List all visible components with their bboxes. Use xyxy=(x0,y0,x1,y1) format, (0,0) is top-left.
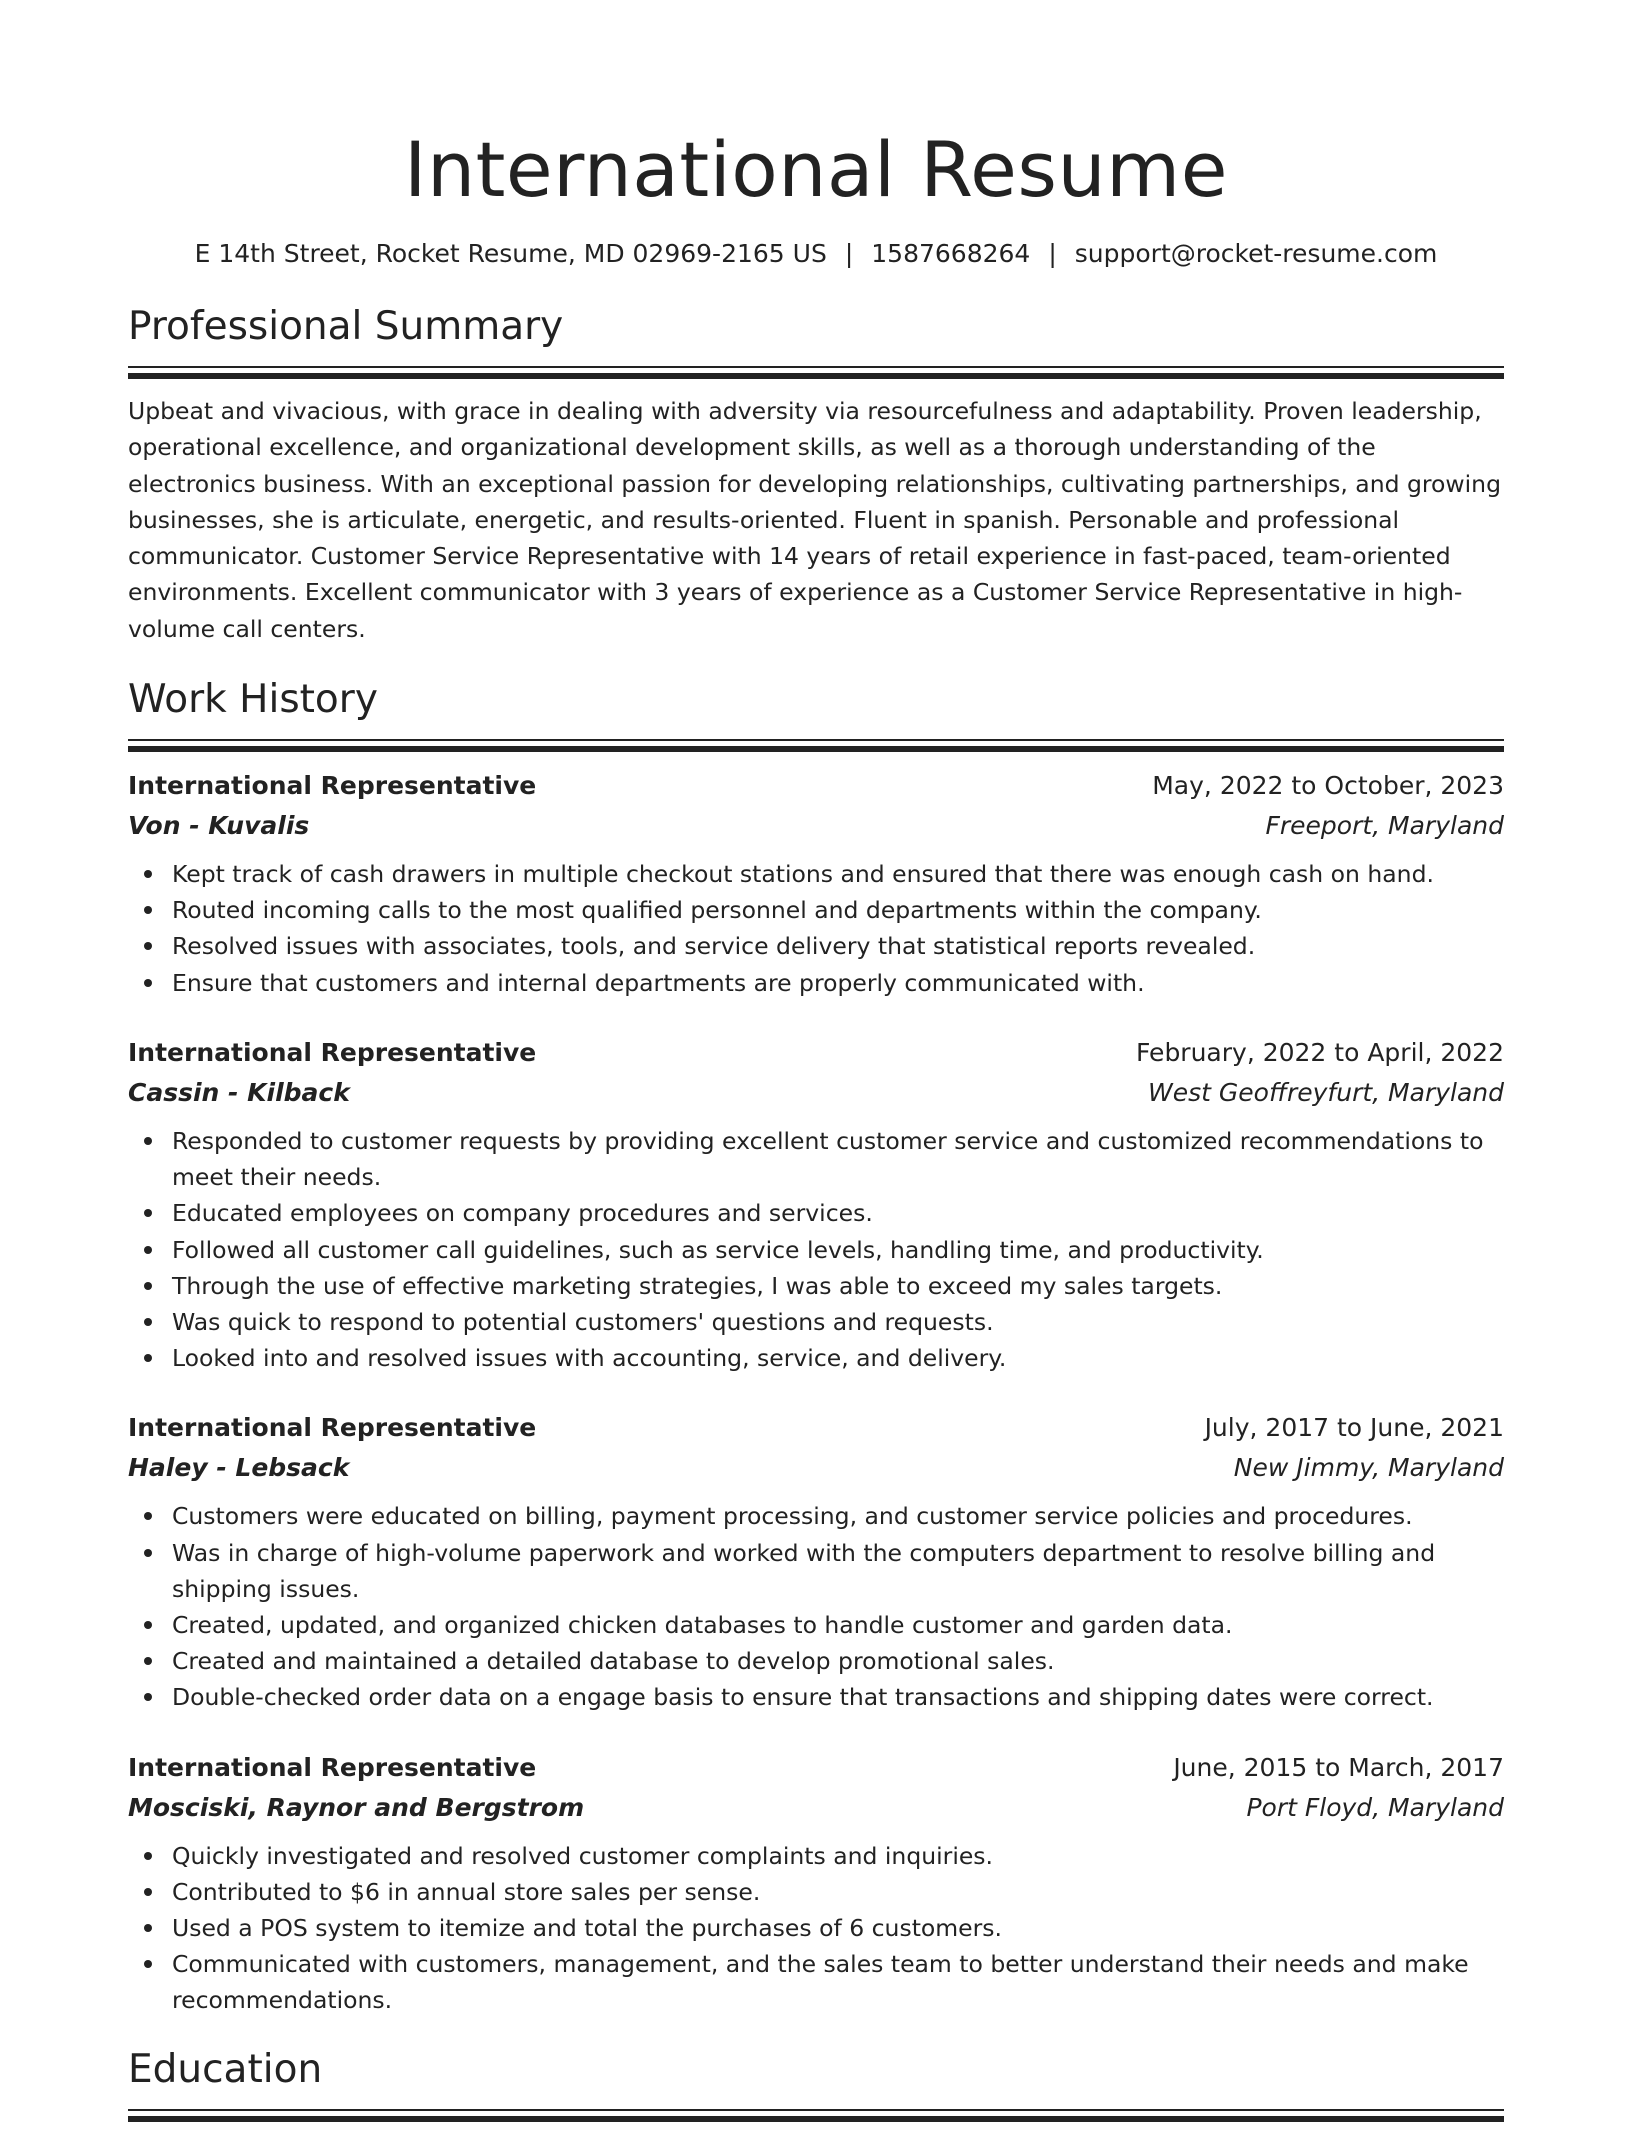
job-company: Cassin - Kilback xyxy=(128,1077,350,1107)
job-bullet-list xyxy=(128,1838,1504,2019)
list-item: Customers were educated on billing, payment processing, and customer service policies and procedures. xyxy=(128,1498,1504,1534)
list-item: Educated employees on company procedures and services. xyxy=(128,1195,1504,1231)
job-location: West Geoffreyfurt, Maryland xyxy=(1148,1077,1504,1107)
job-title: International Representative xyxy=(128,1413,537,1443)
job-entry xyxy=(128,1408,1504,1715)
contact-phone: 1587668264 xyxy=(871,239,1031,268)
job-dates: July, 2017 to June, 2021 xyxy=(1204,1413,1504,1443)
list-item: Through the use of effective marketing strategies, I was able to exceed my sales targets. xyxy=(128,1268,1504,1304)
list-item: Was in charge of high-volume paperwork and worked with the computers department to resolve billing and shipping issues. xyxy=(128,1535,1504,1607)
job-location: Freeport, Maryland xyxy=(1265,811,1504,841)
contact-line xyxy=(128,236,1504,272)
list-item: Kept track of cash drawers in multiple checkout stations and ensured that there was enough cash on hand. xyxy=(128,856,1504,892)
job-header-row xyxy=(128,1748,1504,1788)
job-header-row xyxy=(128,766,1504,806)
job-entry xyxy=(128,766,1504,1001)
job-bullet-list xyxy=(128,1123,1504,1376)
job-title: International Representative xyxy=(128,771,537,801)
job-location: New Jimmy, Maryland xyxy=(1233,1453,1504,1483)
job-list xyxy=(128,766,1504,2018)
job-bullet-list xyxy=(128,856,1504,1001)
job-header-row xyxy=(128,1408,1504,1448)
list-item: Responded to customer requests by providing excellent customer service and customized recommendations to meet their needs. xyxy=(128,1123,1504,1195)
list-item: Looked into and resolved issues with accounting, service, and delivery. xyxy=(128,1340,1504,1376)
contact-separator: | xyxy=(1048,239,1057,268)
list-item: Used a POS system to itemize and total the purchases of 6 customers. xyxy=(128,1910,1504,1946)
resume-page xyxy=(128,0,1504,2136)
job-company: Von - Kuvalis xyxy=(128,811,310,841)
section-title-education: Education xyxy=(128,2046,323,2092)
list-item: Resolved issues with associates, tools, and service delivery that statistical reports revealed. xyxy=(128,928,1504,964)
list-item: Routed incoming calls to the most qualified personnel and departments within the company. xyxy=(128,892,1504,928)
job-bullet-list xyxy=(128,1498,1504,1715)
contact-separator: | xyxy=(844,239,854,268)
list-item: Double-checked order data on a engage basis to ensure that transactions and shipping dates were correct. xyxy=(128,1679,1504,1715)
job-entry xyxy=(128,1748,1504,2019)
summary-section xyxy=(128,302,1504,647)
job-header-row xyxy=(128,1033,1504,1073)
list-item: Quickly investigated and resolved customer complaints and inquiries. xyxy=(128,1838,1504,1874)
job-subheader-row xyxy=(128,1788,1504,1828)
contact-address: E 14th Street, Rocket Resume, MD 02969-2165 US xyxy=(194,239,827,268)
job-dates: June, 2015 to March, 2017 xyxy=(1173,1752,1504,1782)
list-item: Was quick to respond to potential customers' questions and requests. xyxy=(128,1304,1504,1340)
list-item: Contributed to $6 in annual store sales per sense. xyxy=(128,1874,1504,1910)
list-item: Ensure that customers and internal departments are properly communicated with. xyxy=(128,965,1504,1001)
list-item: Created, updated, and organized chicken databases to handle customer and garden data. xyxy=(128,1607,1504,1643)
list-item: Followed all customer call guidelines, such as service levels, handling time, and productivity. xyxy=(128,1232,1504,1268)
job-subheader-row xyxy=(128,806,1504,846)
section-title-summary: Professional Summary xyxy=(128,304,564,349)
section-divider xyxy=(128,739,1504,752)
section-divider xyxy=(128,2109,1504,2122)
job-title: International Representative xyxy=(128,1037,537,1067)
job-dates: May, 2022 to October, 2023 xyxy=(1152,771,1504,801)
resume-name: International Resume xyxy=(404,125,1228,214)
section-divider xyxy=(128,366,1504,379)
job-entry xyxy=(128,1033,1504,1376)
job-subheader-row xyxy=(128,1073,1504,1113)
list-item: Communicated with customers, management, and the sales team to better understand their needs and make recommendations. xyxy=(128,1946,1504,2018)
job-company: Haley - Lebsack xyxy=(128,1453,350,1483)
work-history-section xyxy=(128,675,1504,2018)
job-title: International Representative xyxy=(128,1752,537,1782)
summary-text: Upbeat and vivacious, with grace in dealing with adversity via resourcefulness and adaptability. Proven leadership, operational excellence, and organizational development skills, as well as a thorough understanding of the electronics business. With an exceptional passion for developing relationships, cultivating partnerships, and growing businesses, she is articulate, energetic, and results-oriented. Fluent in spanish. Personable and professional communicator. Customer Service Representative with 14 years of retail experience in fast-paced, team-oriented environments. Excellent communicator with 3 years of experience as a Customer Service Representative in high-volume call centers. xyxy=(128,397,1501,643)
list-item: Created and maintained a detailed database to develop promotional sales. xyxy=(128,1643,1504,1679)
education-section xyxy=(128,2045,1504,2122)
job-company: Mosciski, Raynor and Bergstrom xyxy=(128,1792,585,1822)
job-dates: February, 2022 to April, 2022 xyxy=(1136,1037,1504,1067)
job-subheader-row xyxy=(128,1448,1504,1488)
contact-email[interactable]: support@rocket-resume.com xyxy=(1074,239,1438,268)
section-title-work-history: Work History xyxy=(128,677,378,723)
job-location: Port Floyd, Maryland xyxy=(1246,1792,1504,1822)
